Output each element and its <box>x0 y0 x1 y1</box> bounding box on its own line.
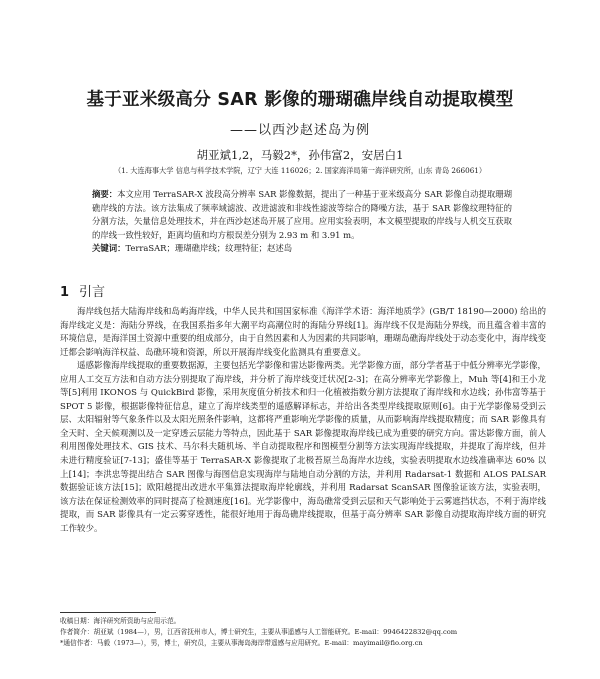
keywords-text: TerraSAR；珊瑚礁岸线；纹理特征；赵述岛 <box>125 243 293 254</box>
abstract-text: 本文应用 TerraSAR-X 波段高分辨率 SAR 影像数据，提出了一种基于亚米级高分 SAR 影像自动提取珊瑚礁岸线的方法。该方法集成了频率域滤波、改进滤波和非线性滤波等综合的降噪方法，基于 SAR 影像纹理特征的分割方法，矢量信息处理技术，并在西沙赵述岛开展了应用。应用实验表明，本文模型提取的岸线与人机交互获取的岸线一致性较好，距离均值和均方根误差分别为 2.93 m 和 3.91 m。 <box>92 189 512 240</box>
keywords-label: 关键词： <box>92 243 126 254</box>
footnote-author: 作者简介：胡亚斌（1984—），男，江西省抚州市人，博士研究生，主要从事遥感与人工智能研究。E-mail：9946422832@qq.com <box>60 628 458 636</box>
abstract-label: 摘要： <box>92 189 118 199</box>
footnote-received: 收稿日期：海洋研究所资助与应用示范。 <box>60 617 181 625</box>
paragraph: 海岸线包括大陆海岸线和岛屿海岸线，中华人民共和国国家标准《海洋学术语：海洋地质学》(GB/T 18190—2000) 给出的海岸线定义是：海陆分界线，在我国系指多年大潮平均高潮位时的海陆分界线[1]。海岸线不仅是海陆分界线，而且蕴含着丰富的环境信息，是海洋国土资源中重要的组成部分，由于自然因素和人为因素的共同影响，珊瑚岛礁海岸线处于动态变化中，海岸线变迁都会影响海洋权益、岛礁环境和资源，所以开展海岸线变化监测具有重要意义。 <box>60 307 546 358</box>
footnote-rule <box>60 612 156 613</box>
footnote-corresponding: *通信作者：马毅（1973—），男，博士，研究员，主要从事海岛海岸带遥感与应用研究。E-mail：mayimail@fio.org.cn <box>60 639 423 647</box>
affiliation: （1. 大连海事大学 信息与科学技术学院，辽宁 大连 116026；2. 国家海洋局第一海洋研究所，山东 青岛 266061） <box>113 166 487 175</box>
abstract <box>92 188 512 256</box>
body-text <box>60 306 546 536</box>
paper-subtitle: ——以西沙赵述岛为例 <box>229 123 370 138</box>
keywords <box>92 242 512 256</box>
paper-title: 基于亚米级高分 SAR 影像的珊瑚礁岸线自动提取模型 <box>86 90 514 110</box>
footnotes <box>60 616 546 649</box>
author-list: 胡亚斌1,2，马毅2*，孙伟富2，安居白1 <box>196 148 404 162</box>
section-title: 引言 <box>79 285 106 300</box>
section-heading <box>60 281 105 300</box>
paragraph: 遥感影像海岸线提取的重要数据源，主要包括光学影像和雷达影像两类。光学影像方面，部分学者基于中低分辨率光学影像，应用人工交互方法和自动方法分别提取了海岸线，并分析了海岸线变迁状况[2-3]；在高分辨率光学影像上，Muh 等[4]和王小龙等[5]利用 IKONOS 与 QuickBird 影像，采用灰度值分析技术和归一化植被指数分割方法提取了海岸线和水边线；孙伟富等基于 SPOT 5 影像，根据影像特征信息，建立了海岸线类型的遥感解译标志，并给出各类型岸线提取原则[6]。由于光学影像易受到云层、太阳辐射等气象条件以及太阳光照条件影响，这都将严重影响光学影像的质量，从而影响海岸线提取精度；而 SAR 影像具有全天时、全天候观测以及一定穿透云层能力等特点，因此基于 SAR 影像提取海岸线已成为重要的研究方向。雷达影像方面，前人利用图像处理技术、GIS 技术、马尔科夫随机场、半自动提取程序和图模型分割等方法实现海岸线提取，并提取了海岸线，但并未进行精度验证[7-13]；盛佳等基于 TerraSAR-X 影像提取了北极苔原兰岛海岸水边线，实验表明提取水边线准确率达 60% 以上[14]；李洪忠等提出结合 SAR 图像与海图信息实现海岸与陆地自动分割的方法，并利用 Radarsat-1 数据和 ALOS PALSAR 数据验证该方法[15]；欧阳越提出改进水平集算法提取海岸轮廓线，并利用 Radarsat ScanSAR 图像验证该方法，实验表明，该方法在保证检测效率的同时提高了检测速度[16]。光学影像中，海岛礁常受到云层和天气影响处于云雾遮挡状态，不利于海岸线提取，而 SAR 影像具有一定云雾穿透性，能很好地用于海岛礁岸线提取，但基于高分辨率 SAR 影像自动提取海岸线方面的研究工作较少。 <box>60 361 546 534</box>
section-number: 1 <box>60 285 70 300</box>
